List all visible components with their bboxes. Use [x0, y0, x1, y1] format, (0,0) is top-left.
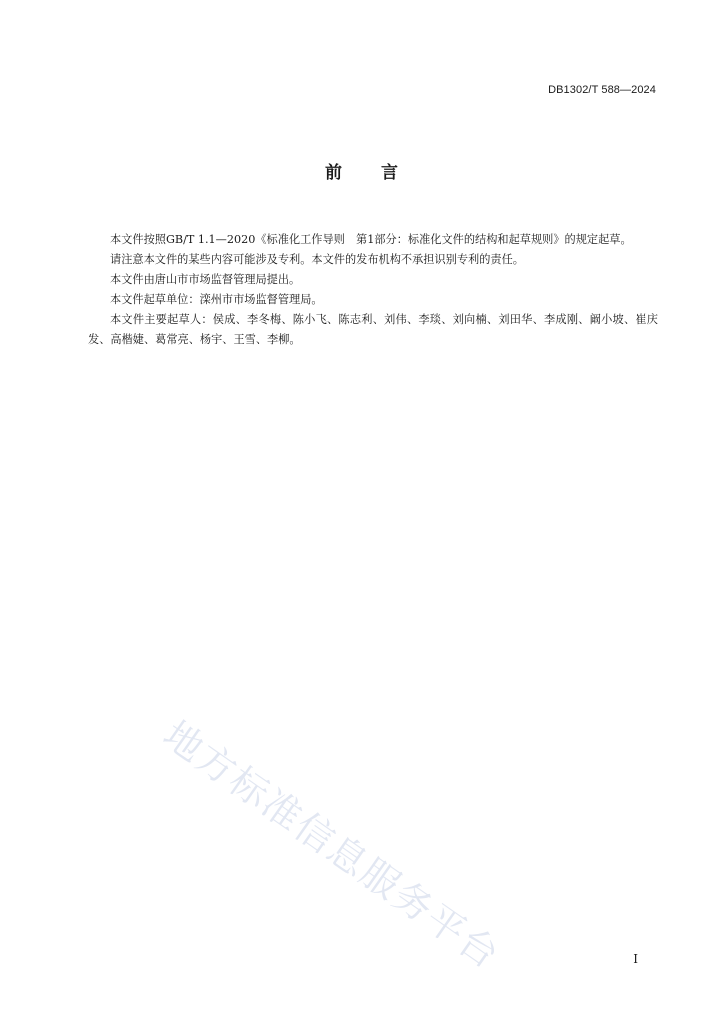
paragraph-standard-basis: 本文件按照GB/T 1.1—2020《标准化工作导则 第1部分：标准化文件的结构和起草规则》的规定起草。 — [110, 233, 632, 246]
watermark: 地方标准信息服务平台 — [155, 712, 509, 978]
paragraph-drafters: 本文件主要起草人：侯成、李冬梅、陈小飞、陈志利、刘伟、李琰、刘向楠、刘田华、李成刚、阚小坡、崔庆发、高楷婕、葛常亮、杨宇、王雪、李柳。 — [88, 313, 658, 346]
title-part-2: 言 — [381, 163, 399, 183]
paragraph-proposer: 本文件由唐山市市场监督管理局提出。 — [110, 273, 301, 286]
foreword-body — [88, 230, 658, 350]
page-number: I — [633, 952, 638, 966]
document-code: DB1302/T 588—2024 — [548, 84, 656, 96]
paragraph-patent-notice: 请注意本文件的某些内容可能涉及专利。本文件的发布机构不承担识别专利的责任。 — [110, 253, 524, 266]
title-part-1: 前 — [325, 163, 343, 183]
section-title — [0, 158, 724, 183]
paragraph-drafting-unit: 本文件起草单位：滦州市市场监督管理局。 — [110, 293, 323, 306]
